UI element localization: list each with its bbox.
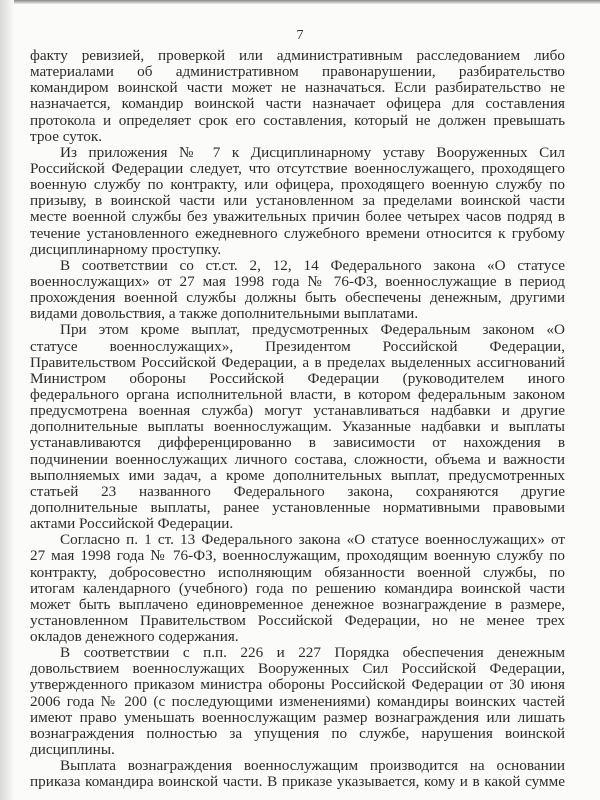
text-line: военнослужащих» от 27 мая 1998 года № 76-ФЗ, военнослужащие в период <box>30 272 565 290</box>
text-line: При этом кроме выплат, предусмотренных Федеральным законом «О <box>60 321 565 339</box>
text-line: командиром воинской части может не назначаться. Если разбирательство не <box>30 79 565 97</box>
text-line: вознаграждения полностью за упущения по службе, нарушения воинской <box>30 724 565 742</box>
text-line: статусе военнослужащих», Президентом Российской Федерации, <box>30 337 565 355</box>
paragraph <box>30 258 565 323</box>
text-line: дисциплины. <box>30 741 115 759</box>
text-line: утвержденного приказом министра обороны Российской Федерации от 30 июня <box>30 676 565 694</box>
text-line: призыву, в воинской части или установленном за пределами воинской части <box>30 192 565 210</box>
text-line: статьей 23 названного Федерального закона, сохраняются другие <box>30 482 565 500</box>
text-line: факту ревизией, проверкой или административным расследованием либо <box>30 47 565 64</box>
text-line: Выплата вознаграждения военнослужащим производится на основании <box>60 757 565 775</box>
text-line: материалами об административном правонарушении, разбирательство <box>30 63 565 81</box>
text-line: В соответствии с п.п. 226 и 227 Порядка обеспечения денежным <box>60 644 565 662</box>
text-line: протокола и определяет срок его составления, который не должен превышать <box>30 111 565 129</box>
text-line: установленном Правительством Российской Федерации, но не менее трех <box>30 611 565 629</box>
paragraph <box>30 758 565 790</box>
text-line: контракту, добросовестно исполняющим обязанности военной службы, по <box>30 563 565 581</box>
text-line: приказа командира воинской части. В приказе указывается, кому и в какой сумме <box>30 773 565 791</box>
text-line: Министром обороны Российской Федерации (руководителем иного <box>30 369 565 387</box>
text-line: подчинении военнослужащих личного состава, сложности, объема и важности <box>30 450 565 468</box>
text-line: Из приложения № 7 к Дисциплинарному уставу Вооруженных Сил <box>60 143 565 161</box>
text-line: устанавливаются дифференцированно в зависимости от нахождения в <box>30 434 565 452</box>
text-line: может быть выплачено единовременное денежное вознаграждение в размере, <box>30 595 565 613</box>
text-line: дополнительные выплаты военнослужащим. Указанные надбавки и выплаты <box>30 418 565 436</box>
text-line: актами Российской Федерации. <box>30 515 234 533</box>
text-line: трое суток. <box>30 127 103 145</box>
text-line: довольствием военнослужащих Вооруженных Сил Российской Федерации, <box>30 660 565 678</box>
text-line: выполняемых ими задач, а кроме дополнительных выплат, предусмотренных <box>30 466 565 484</box>
paragraph <box>30 645 565 758</box>
text-line: В соответствии со ст.ст. 2, 12, 14 Федерального закона «О статусе <box>60 256 565 274</box>
text-line: дисциплинарному проступку. <box>30 240 222 258</box>
text-line: течение установленного ежедневного служебного времени относится к грубому <box>30 224 565 242</box>
text-line: дополнительные выплаты, ранее установленные нормативными правовыми <box>30 498 565 516</box>
text-line: окладов денежного содержания. <box>30 628 239 646</box>
page-number: 7 <box>296 28 304 43</box>
text-line: 27 мая 1998 года № 76-ФЗ, военнослужащим, проходящим военную службу по <box>30 547 565 565</box>
text-line: Согласно п. 1 ст. 13 Федерального закона «О статусе военнослужащих» от <box>60 531 565 549</box>
text-line: назначается, командир воинской части назначает офицера для составления <box>30 95 565 113</box>
text-line: 2006 года № 200 (с последующими изменениями) командиры воинских частей <box>30 692 565 710</box>
paragraph <box>30 48 565 145</box>
text-line: прохождения военной службы должны быть обеспечены денежным, другими <box>30 289 565 307</box>
text-line: видами довольствия, а также дополнительными выплатами. <box>30 305 419 323</box>
text-line: Российской Федерации следует, что отсутствие военнослужащего, проходящего <box>30 159 565 177</box>
paragraph <box>30 322 565 532</box>
text-line: месте военной службы без уважительных причин более четырех часов подряд в <box>30 208 565 226</box>
text-line: итогам календарного (учебного) года по решению командира воинской части <box>30 579 565 597</box>
text-line: федерального органа исполнительной власти, в котором федеральным законом <box>30 385 565 403</box>
text-line: военную службу по контракту, или офицера, проходящего военную службу по <box>30 176 565 194</box>
text-line: Правительством Российской Федерации, а в пределах выделенных ассигнований <box>30 353 565 371</box>
document-body <box>30 48 565 790</box>
text-line: предусмотрена военная служба) могут устанавливаться надбавки и другие <box>30 402 565 420</box>
paragraph <box>30 532 565 645</box>
scan-shadow <box>0 0 14 800</box>
text-line: имеют право уменьшать военнослужащим размер вознаграждения или лишать <box>30 708 565 726</box>
scan-edge <box>0 0 600 4</box>
paragraph <box>30 145 565 258</box>
